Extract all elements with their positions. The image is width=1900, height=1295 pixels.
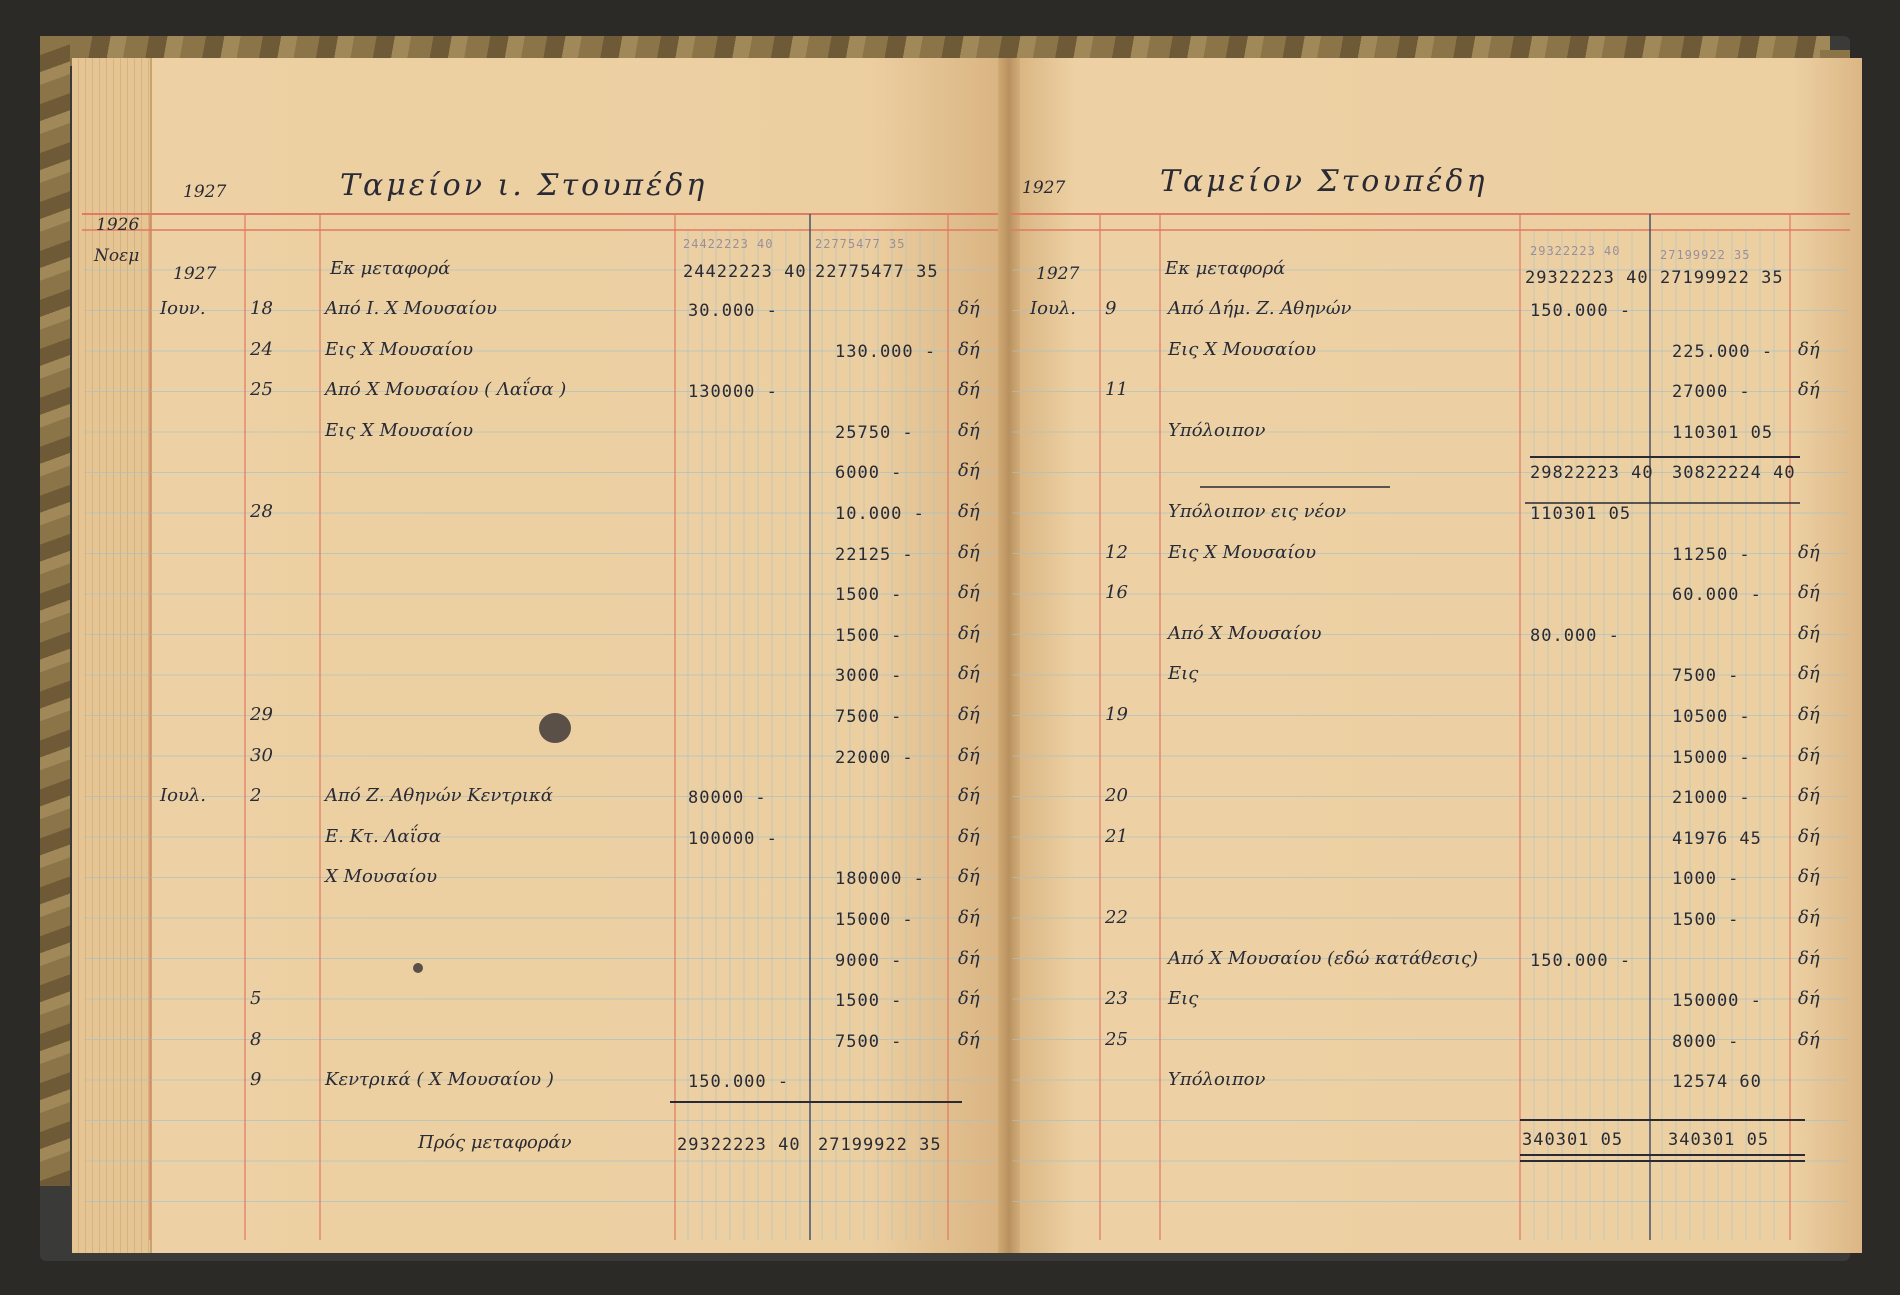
entry-description: Εις Χ Μουσαίου <box>1168 541 1317 563</box>
entry-credit: 1500 - <box>835 991 903 1012</box>
entry-check-mark: δή <box>958 501 980 522</box>
left-ghost-col1: 24422223 40 <box>683 237 774 251</box>
entry-credit: 22125 - <box>835 544 914 565</box>
entry-debit: 80.000 - <box>1530 625 1620 646</box>
entry-debit: 110301 05 <box>1530 504 1632 524</box>
entry-check-mark: δή <box>1798 947 1820 969</box>
right-carry-year: 1927 <box>1036 264 1080 284</box>
entry-month: Ιουλ. <box>1030 298 1077 319</box>
entry-description: Υπόλοιπον <box>1168 419 1266 441</box>
entry-description: Από Δήμ. Ζ. Αθηνών <box>1168 298 1352 319</box>
margin-year: 1926 <box>96 215 140 235</box>
entry-description: Εις <box>1168 988 1199 1010</box>
entry-day: 8 <box>250 1028 262 1050</box>
entry-check-mark: δή <box>1798 825 1820 847</box>
entry-check-mark: δή <box>958 460 980 482</box>
entry-check-mark: δή <box>958 622 980 644</box>
entry-credit: 12574 60 <box>1672 1072 1762 1093</box>
right-title: Ταμείον Στουπέδη <box>1160 164 1488 199</box>
left-title: Ταμείον ι. Στουπέδη <box>340 168 708 203</box>
entry-day: 9 <box>250 1069 262 1091</box>
entry-credit: 8000 - <box>1672 1031 1740 1052</box>
entry-day: 12 <box>1105 541 1128 563</box>
entry-check-mark: δή <box>958 663 980 685</box>
entry-day: 28 <box>250 501 273 522</box>
entry-day: 21 <box>1105 825 1128 847</box>
entry-credit: 11250 - <box>1672 544 1751 565</box>
entry-month: Ιουν. <box>160 298 206 319</box>
entry-check-mark: δή <box>958 825 980 847</box>
entry-description: Από Ι. Χ Μουσαίου <box>325 298 497 319</box>
entry-check-mark: δή <box>1798 1028 1820 1050</box>
entry-credit: 3000 - <box>835 666 903 687</box>
entry-description: Χ Μουσαίου <box>325 866 438 888</box>
entry-day: 20 <box>1105 785 1128 807</box>
ink-blot <box>539 713 571 743</box>
right-ghost-col2: 27199922 35 <box>1660 248 1751 262</box>
entry-day: 22 <box>1105 907 1128 928</box>
entry-description: Υπόλοιπον <box>1168 1069 1266 1091</box>
entry-credit: 1500 - <box>1672 910 1740 930</box>
entry-credit: 150000 - <box>1672 991 1762 1012</box>
left-footer-col1: 29322223 40 <box>677 1135 801 1155</box>
entry-check-mark: δή <box>958 988 980 1010</box>
entry-check-mark: δή <box>958 947 980 969</box>
entry-description: Εις Χ Μουσαίου <box>325 419 474 441</box>
entry-check-mark: δή <box>958 298 980 319</box>
entry-credit: 1500 - <box>835 625 903 646</box>
entry-check-mark: δή <box>1798 866 1820 888</box>
entry-check-mark: δή <box>1798 785 1820 807</box>
entry-description: Εις Χ Μουσαίου <box>325 338 474 360</box>
left-carry-col1: 24422223 40 <box>683 262 807 282</box>
left-ghost-col2: 22775477 35 <box>815 237 906 251</box>
entry-day: 25 <box>250 379 273 401</box>
entry-credit: 1500 - <box>835 585 903 606</box>
entry-credit: 180000 - <box>835 869 925 890</box>
entry-check-mark: δή <box>958 866 980 888</box>
entry-check-mark: δή <box>958 907 980 928</box>
entry-check-mark: δή <box>1798 622 1820 644</box>
entry-day: 11 <box>1105 379 1128 401</box>
entry-credit: 110301 05 <box>1672 422 1774 443</box>
entry-credit: 9000 - <box>835 950 903 971</box>
entry-day: 23 <box>1105 988 1128 1010</box>
right-carry-col1: 29322223 40 <box>1525 268 1649 288</box>
entry-check-mark: δή <box>958 704 980 725</box>
entry-description: Κεντρικά ( Χ Μουσαίου ) <box>325 1069 554 1091</box>
entry-day: 5 <box>250 988 262 1010</box>
entry-check-mark: δή <box>1798 744 1820 766</box>
entry-credit: 7500 - <box>1672 666 1740 687</box>
entry-description: Από Ζ. Αθηνών Κεντρικά <box>325 785 553 807</box>
right-footer-col1: 340301 05 <box>1522 1130 1624 1150</box>
entry-day: 9 <box>1105 298 1117 319</box>
entry-credit: 225.000 - <box>1672 341 1774 362</box>
left-carry-col2: 22775477 35 <box>815 262 939 282</box>
entry-description: Υπόλοιπον εις νέον <box>1168 501 1347 522</box>
entry-description: Από Χ Μουσαίου <box>1168 622 1322 644</box>
right-year: 1927 <box>1022 178 1066 198</box>
entry-day: 19 <box>1105 704 1128 725</box>
entry-check-mark: δή <box>1798 379 1820 401</box>
entry-credit: 60.000 - <box>1672 585 1762 606</box>
entry-day: 18 <box>250 298 273 319</box>
entry-check-mark: δή <box>1798 988 1820 1010</box>
entry-debit: 150.000 - <box>1530 301 1632 321</box>
right-carry-col2: 27199922 35 <box>1660 268 1784 288</box>
left-carry-label: Εκ μεταφορά <box>330 258 451 279</box>
entry-day: 24 <box>250 338 273 360</box>
entry-credit: 41976 45 <box>1672 828 1762 849</box>
entry-check-mark: δή <box>958 379 980 401</box>
entry-description: Εις Χ Μουσαίου <box>1168 338 1317 360</box>
entry-day: 25 <box>1105 1028 1128 1050</box>
entry-credit: 15000 - <box>1672 747 1751 768</box>
entry-credit: 22000 - <box>835 747 914 768</box>
entry-credit: 130.000 - <box>835 341 937 362</box>
entry-day: 2 <box>250 785 262 807</box>
entry-check-mark: δή <box>958 1028 980 1050</box>
entry-check-mark: δή <box>1798 704 1820 725</box>
entry-debit: 80000 - <box>688 788 767 809</box>
entry-debit: 150.000 - <box>688 1072 790 1093</box>
entry-credit: 30822224 40 <box>1672 463 1796 484</box>
entry-credit: 25750 - <box>835 422 914 443</box>
entry-credit: 15000 - <box>835 910 914 930</box>
right-ghost-col1: 29322223 40 <box>1530 244 1621 258</box>
entry-check-mark: δή <box>958 582 980 604</box>
entry-day: 16 <box>1105 582 1128 604</box>
entry-credit: 21000 - <box>1672 788 1751 809</box>
entry-credit: 1000 - <box>1672 869 1740 890</box>
entry-credit: 10.000 - <box>835 504 925 524</box>
right-footer-col2: 340301 05 <box>1668 1130 1770 1150</box>
entry-description: Εις <box>1168 663 1199 685</box>
left-year: 1927 <box>183 182 227 202</box>
entry-day: 30 <box>250 744 273 766</box>
entry-credit: 7500 - <box>835 1031 903 1052</box>
entry-debit: 130000 - <box>688 382 778 403</box>
entry-credit: 7500 - <box>835 707 903 727</box>
entry-credit: 10500 - <box>1672 707 1751 727</box>
left-footer-col2: 27199922 35 <box>818 1135 942 1155</box>
entry-credit: 27000 - <box>1672 382 1751 403</box>
entry-credit: 6000 - <box>835 463 903 484</box>
entry-debit: 100000 - <box>688 828 778 849</box>
left-carry-year: 1927 <box>173 264 217 284</box>
entry-debit: 150.000 - <box>1530 950 1632 971</box>
entry-description: Ε. Κτ. Λαΐσα <box>325 825 442 847</box>
entry-check-mark: δή <box>1798 541 1820 563</box>
entry-check-mark: δή <box>958 785 980 807</box>
margin-month: Νοεμ <box>94 246 140 266</box>
right-carry-label: Εκ μεταφορά <box>1165 258 1286 279</box>
entry-debit: 30.000 - <box>688 301 778 321</box>
entry-debit: 29822223 40 <box>1530 463 1654 484</box>
entry-description: Από Χ Μουσαίου (εδώ κατάθεσις) <box>1168 947 1479 969</box>
entry-check-mark: δή <box>958 541 980 563</box>
entry-description: Από Χ Μουσαίου ( Λαΐσα ) <box>325 379 567 401</box>
entry-check-mark: δή <box>1798 907 1820 928</box>
left-footer-label: Πρός μεταφοράν <box>418 1132 572 1153</box>
entry-check-mark: δή <box>958 419 980 441</box>
entry-check-mark: δή <box>1798 338 1820 360</box>
entry-month: Ιουλ. <box>160 785 207 807</box>
entry-check-mark: δή <box>958 744 980 766</box>
entry-check-mark: δή <box>958 338 980 360</box>
ink-dot <box>413 963 423 973</box>
entry-check-mark: δή <box>1798 582 1820 604</box>
entry-day: 29 <box>250 704 273 725</box>
entry-check-mark: δή <box>1798 663 1820 685</box>
